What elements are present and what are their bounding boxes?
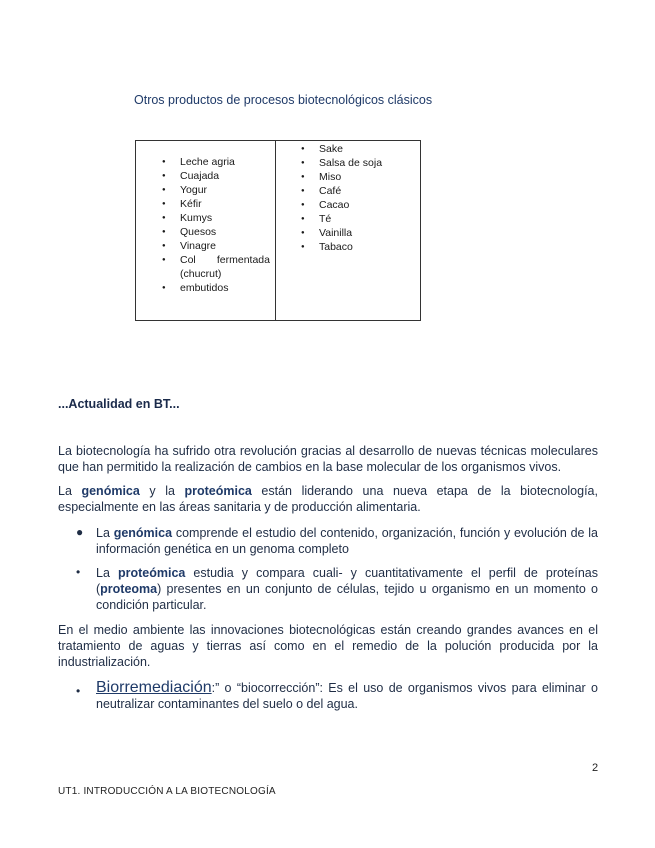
list-item: ● Kumys bbox=[180, 211, 270, 225]
text: La bbox=[58, 484, 82, 498]
list-item: ● embutidos bbox=[180, 281, 270, 295]
table-divider bbox=[275, 141, 276, 320]
paragraph-environment: En el medio ambiente las innovaciones biotecnológicas están creando grandes avances en el tratamiento de aguas y tierras así como en el remedio de la polución producida por la industrialización. bbox=[58, 623, 598, 669]
text: :” o “biocorrección”: Es el uso de organismos vivos para eliminar o neutralizar contaminantes del suelo o del agua. bbox=[96, 681, 598, 711]
keyword: proteómica bbox=[184, 484, 252, 498]
list-item: ● Miso bbox=[319, 170, 419, 184]
section-heading: ...Actualidad en BT... bbox=[58, 397, 180, 411]
text: están liderando una nueva etapa de la biotecnología, especialmente en las áreas sanitaria y de producción alimentaria. bbox=[58, 484, 598, 514]
list-item: ● Cacao bbox=[319, 198, 419, 212]
page-footer: UT1. INTRODUCCIÓN A LA BIOTECNOLOGÍA bbox=[58, 786, 276, 797]
table-right-column bbox=[319, 142, 419, 254]
list-item bbox=[180, 253, 270, 281]
text: estudia y compara cuali- y cuantitativamente el perfil de proteínas ( bbox=[96, 566, 598, 596]
list-item: ● Leche agria bbox=[180, 155, 270, 169]
text: comprende el estudio del contenido, organización, función y evolución de la información genética en un genoma completo bbox=[96, 526, 598, 556]
keyword: proteómica bbox=[117, 566, 186, 580]
keyword: genómica bbox=[113, 526, 173, 540]
bullet-icon: • bbox=[76, 684, 81, 698]
list-item-word: fermentada bbox=[216, 254, 270, 266]
list-item: ● Yogur bbox=[180, 183, 270, 197]
list-item-word: ● Col bbox=[180, 254, 196, 266]
keyword: genómica bbox=[81, 484, 140, 498]
list-item: ● Salsa de soja bbox=[319, 156, 419, 170]
bullet-icon: ● bbox=[76, 525, 84, 539]
list-item: ● Tabaco bbox=[319, 240, 419, 254]
list-item: ● Café bbox=[319, 184, 419, 198]
page-number: 2 bbox=[592, 762, 599, 774]
keyword: proteoma bbox=[100, 582, 158, 596]
paragraph-genomics bbox=[58, 483, 598, 515]
list-item: ● Sake bbox=[319, 142, 419, 156]
text: La bbox=[96, 566, 118, 580]
text: y la bbox=[139, 484, 185, 498]
bullet-icon: • bbox=[76, 565, 81, 579]
list-item: ● Vinagre bbox=[180, 239, 270, 253]
bullet-bioremediation bbox=[96, 680, 598, 712]
text: ) presentes en un conjunto de células, tejido u organismo en un momento o condición particular. bbox=[96, 582, 598, 612]
text: La bbox=[96, 526, 114, 540]
list-item: ● Cuajada bbox=[180, 169, 270, 183]
bullet-genomics bbox=[96, 525, 598, 557]
paragraph-intro: La biotecnología ha sufrido otra revolución gracias al desarrollo de nuevas técnicas moleculares que han permitido la realización de cambios en la base molecular de los organismos vivos. bbox=[58, 444, 598, 474]
list-item-line: (chucrut) bbox=[180, 268, 222, 280]
table-left-column bbox=[180, 155, 270, 295]
list-item: ● Té bbox=[319, 212, 419, 226]
table-caption: Otros productos de procesos biotecnológicos clásicos bbox=[134, 93, 433, 107]
list-item: ● Vainilla bbox=[319, 226, 419, 240]
products-table bbox=[135, 140, 421, 321]
bullet-proteomics bbox=[96, 565, 598, 613]
list-item: ● Kéfir bbox=[180, 197, 270, 211]
term-bioremediation: Biorremediación bbox=[96, 679, 212, 696]
list-item: ● Quesos bbox=[180, 225, 270, 239]
